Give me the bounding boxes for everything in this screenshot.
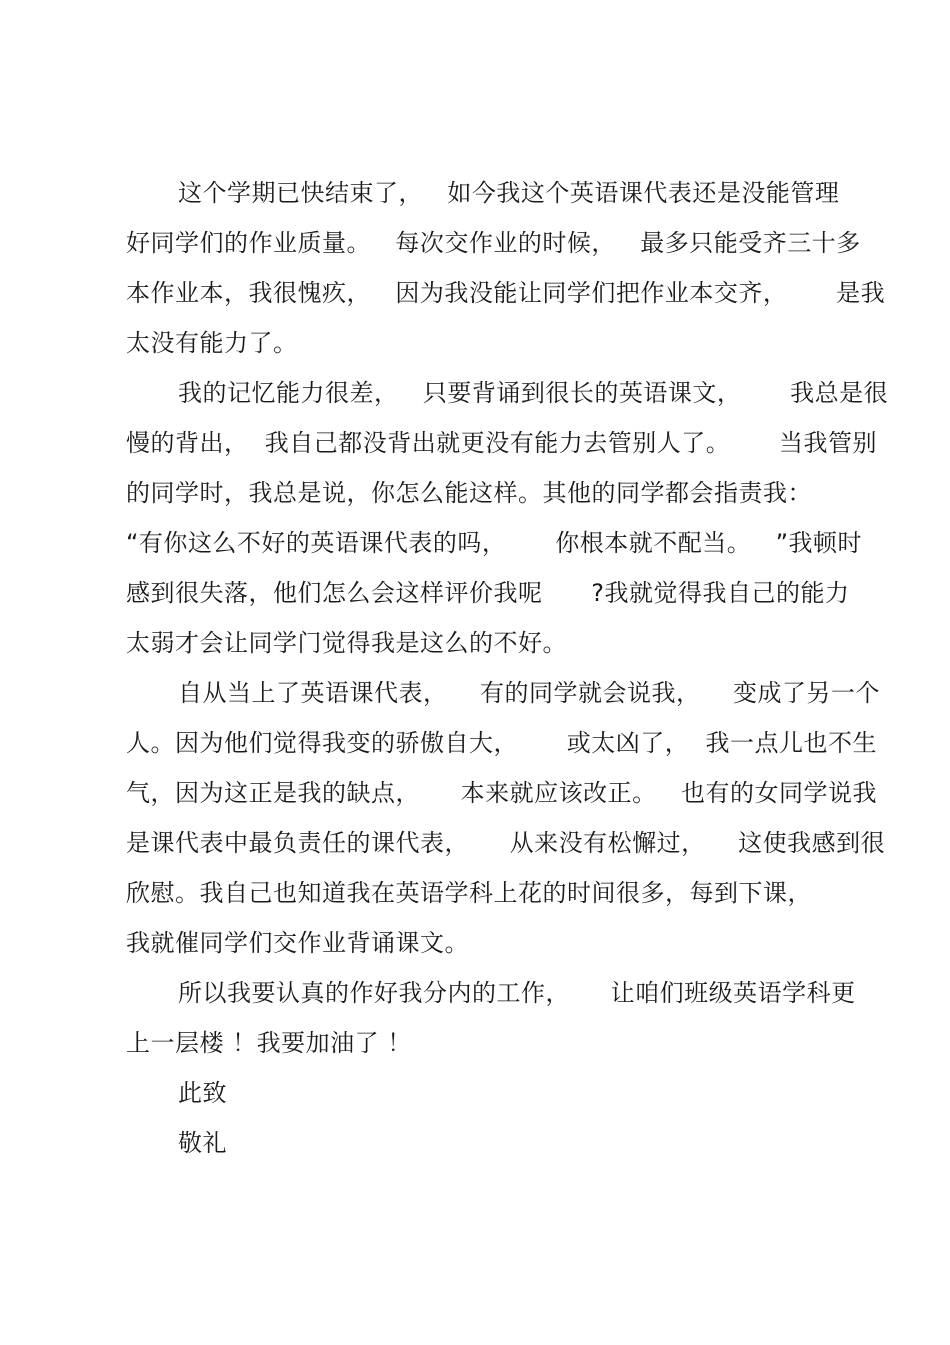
paragraph-1-line-2: 好同学们的作业质量。 每次交作业的时候， 最多只能受齐三十多	[126, 229, 861, 257]
paragraph-3-line-3: 气，因为这正是我的缺点， 本来就应该改正。 也有的女同学说我	[126, 779, 878, 807]
paragraph-2-line-2: 慢的背出， 我自己都没背出就更没有能力去管别人了。 当我管别	[126, 429, 878, 457]
paragraph-2-line-4: “有你这么不好的英语课代表的吗， 你根本就不配当。 ”我顿时	[126, 529, 863, 557]
paragraph-4-line-2: 上一层楼 ！我要加油了 ！	[126, 1029, 412, 1057]
paragraph-3-line-4: 是课代表中最负责任的课代表， 从来没有松懈过， 这使我感到很	[126, 829, 886, 857]
paragraph-4-line-1: 所以我要认真的作好我分内的工作， 让咱们班级英语学科更	[178, 979, 856, 1007]
paragraph-2-line-3: 的同学时，我总是说，你怎么能这样。其他的同学都会指责我：	[126, 479, 812, 507]
closing-regards: 敬礼	[178, 1129, 227, 1157]
paragraph-1-line-3: 本作业本，我很愧疚， 因为我没能让同学们把作业本交齐， 是我	[126, 279, 886, 307]
paragraph-1-line-4: 太没有能力了。	[126, 329, 298, 357]
paragraph-3-line-1: 自从当上了英语课代表， 有的同学就会说我， 变成了另一个	[178, 679, 881, 707]
paragraph-3-line-6: 我就催同学们交作业背诵课文。	[126, 929, 469, 957]
paragraph-2-line-5: 感到很失落，他们怎么会这样评价我呢 ?我就觉得我自己的能力	[126, 579, 850, 607]
paragraph-2-line-6: 太弱才会让同学门觉得我是这么的不好。	[126, 629, 567, 657]
paragraph-3-line-2: 人。因为他们觉得我变的骄傲自大， 或太凶了， 我一点儿也不生	[126, 729, 878, 757]
paragraph-3-line-5: 欣慰。我自己也知道我在英语学科上花的时间很多，每到下课，	[126, 879, 812, 907]
paragraph-1-line-1: 这个学期已快结束了， 如今我这个英语课代表还是没能管理	[178, 179, 840, 207]
paragraph-2-line-1: 我的记忆能力很差， 只要背诵到很长的英语课文， 我总是很	[178, 379, 889, 407]
closing-salutation: 此致	[178, 1079, 227, 1107]
